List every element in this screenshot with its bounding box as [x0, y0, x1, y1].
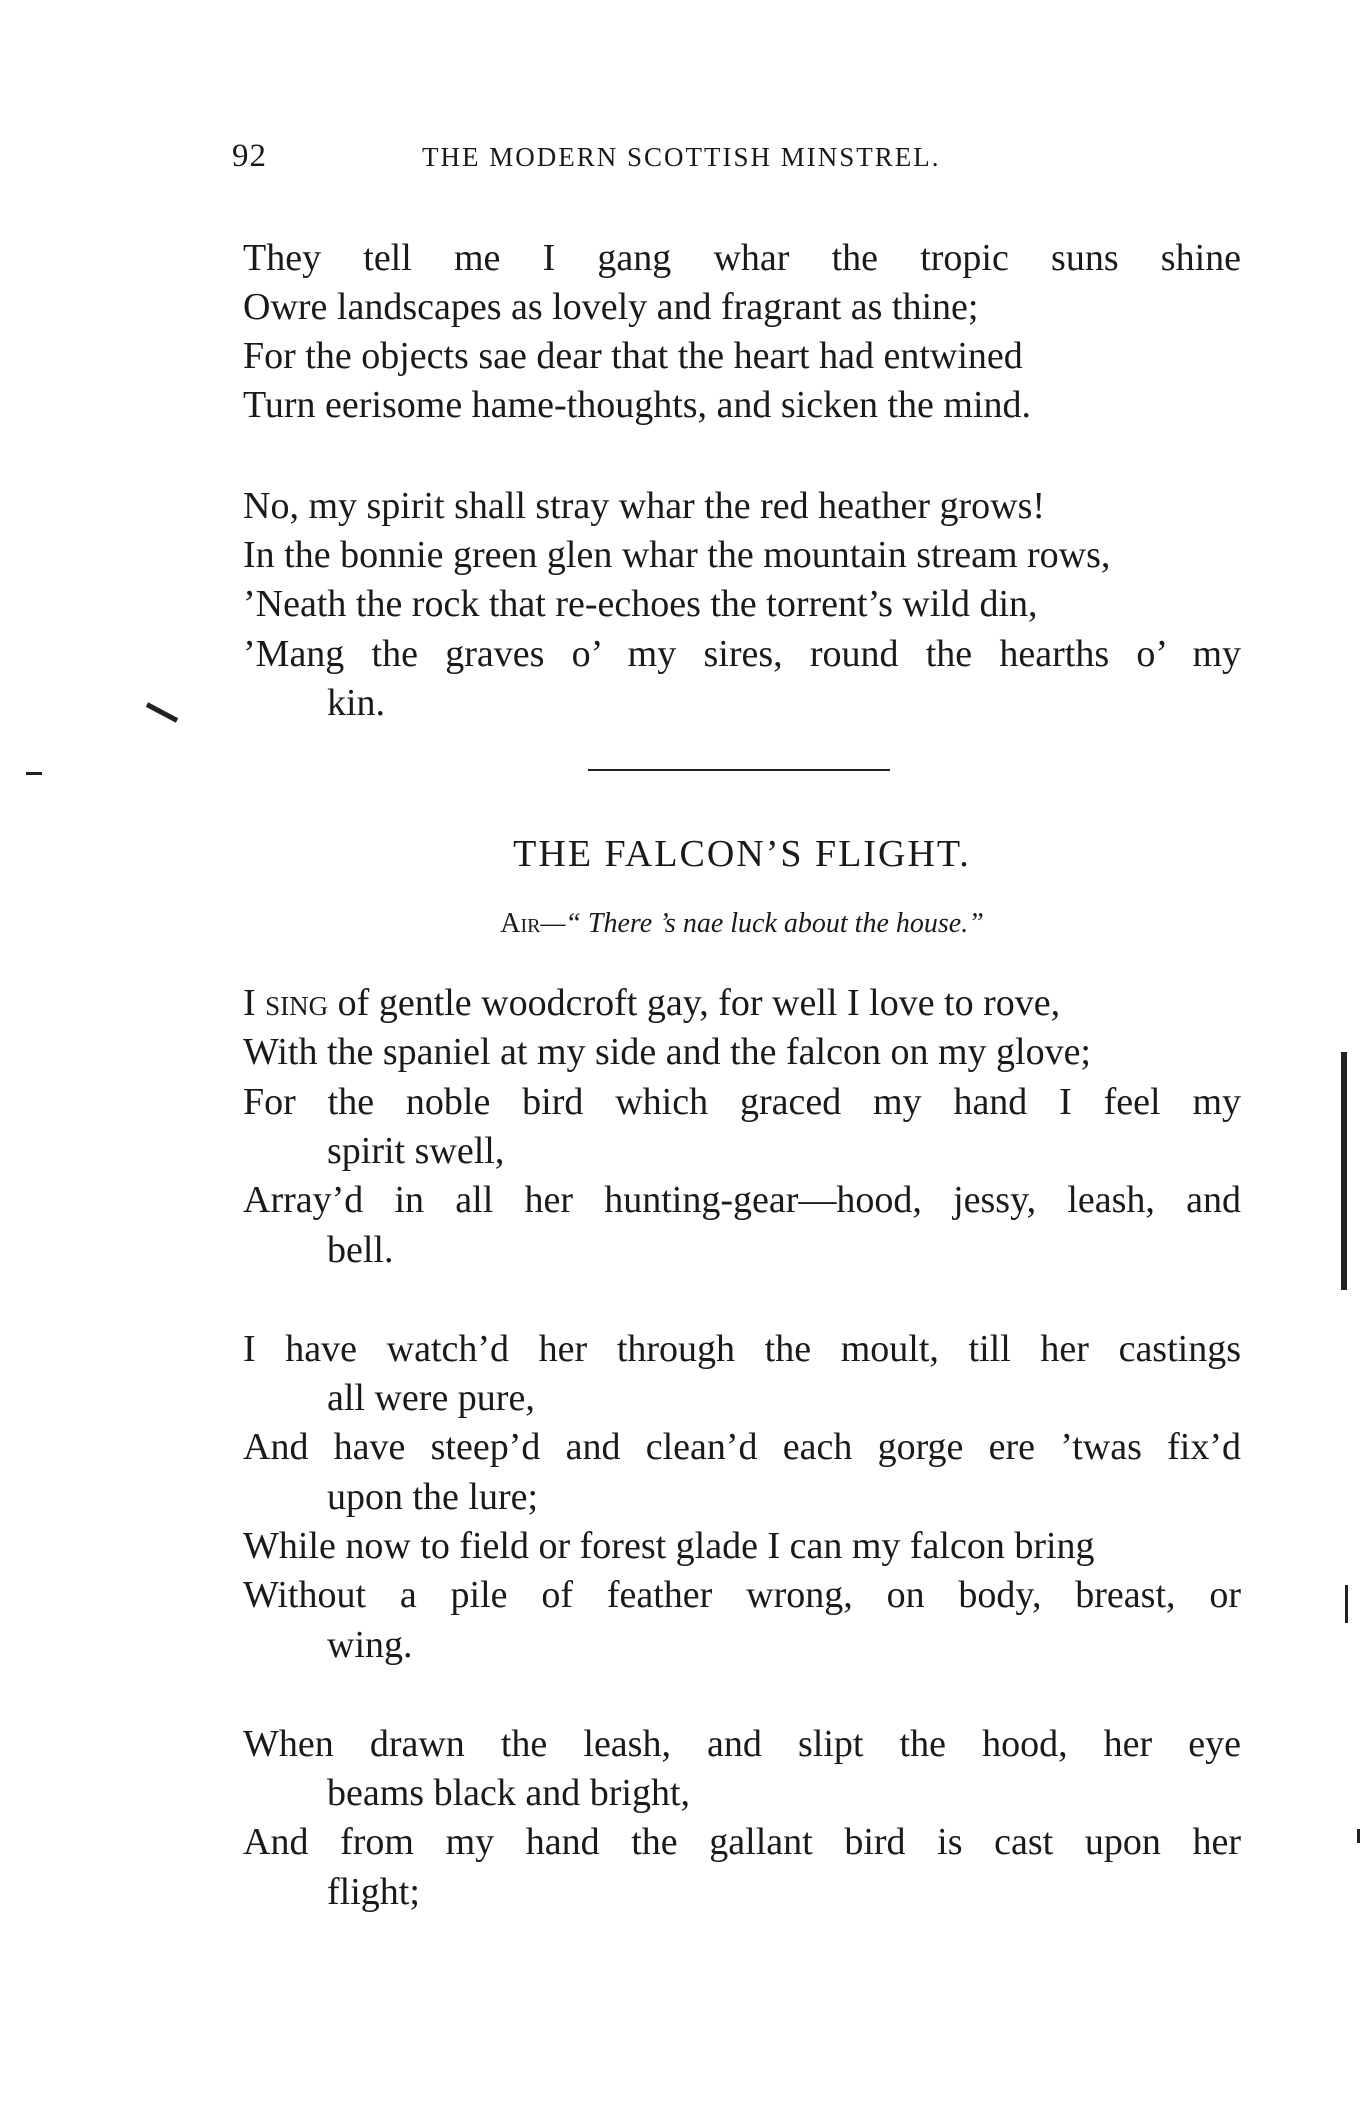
verse-line: [243, 979, 1241, 1027]
verse-line: When drawn the leash, and slipt the hood, her eye: [243, 1723, 1241, 1765]
verse-line-continuation: bell.: [327, 1229, 394, 1271]
scan-edge-mark: [1345, 1585, 1348, 1623]
verse-line: Without a pile of feather wrong, on body, breast, or: [243, 1574, 1241, 1616]
verse-line: They tell me I gang whar the tropic suns shine: [243, 237, 1241, 279]
verse-line-continuation: spirit swell,: [327, 1130, 505, 1172]
verse-line: Turn eerisome hame-thoughts, and sicken the mind.: [243, 384, 1032, 426]
verse-line: I have watch’d her through the moult, till her castings: [243, 1328, 1241, 1370]
verse-line-continuation: wing.: [327, 1624, 413, 1666]
verse-line: With the spaniel at my side and the falcon on my glove;: [243, 1031, 1091, 1073]
scan-mark: [146, 702, 178, 722]
verse-line: Owre landscapes as lovely and fragrant as thine;: [243, 286, 979, 328]
verse-line: And have steep’d and clean’d each gorge ere ’twas fix’d: [243, 1426, 1241, 1468]
verse-line: Array’d in all her hunting-gear—hood, jessy, leash, and: [243, 1179, 1241, 1221]
poem-title: THE FALCON’S FLIGHT.: [513, 833, 971, 875]
air-tune: —“ There ’s nae luck about the house.”: [540, 908, 984, 939]
verse-line-continuation: kin.: [327, 682, 386, 724]
verse-line: For the noble bird which graced my hand I feel my: [243, 1081, 1241, 1123]
verse-line-text: of gentle woodcroft gay, for well I love to rove,: [337, 982, 1061, 1024]
scan-edge-mark: [1357, 1829, 1360, 1843]
section-divider: [588, 769, 890, 771]
verse-line: For the objects sae dear that the heart had entwined: [243, 335, 1023, 377]
verse-line-continuation: flight;: [327, 1871, 420, 1913]
running-title: THE MODERN SCOTTISH MINSTREL.: [422, 142, 941, 172]
page-header: [232, 138, 1062, 178]
verse-line: ’Neath the rock that re-echoes the torrent’s wild din,: [243, 583, 1038, 625]
scan-mark: [26, 772, 42, 775]
page-number: 92: [232, 138, 267, 174]
verse-line-continuation: upon the lure;: [327, 1476, 539, 1518]
verse-line: And from my hand the gallant bird is cast upon her: [243, 1821, 1241, 1863]
verse-line-continuation: beams black and bright,: [327, 1772, 691, 1814]
air-label: Air: [500, 908, 541, 939]
scan-edge-mark: [1341, 1052, 1347, 1290]
verse-line: ’Mang the graves o’ my sires, round the hearths o’ my: [243, 633, 1241, 675]
verse-line-continuation: all were pure,: [327, 1377, 535, 1419]
verse-line: While now to field or forest glade I can my falcon bring: [243, 1525, 1095, 1567]
verse-line: In the bonnie green glen whar the mountain stream rows,: [243, 534, 1111, 576]
verse-line: No, my spirit shall stray whar the red heather grows!: [243, 485, 1046, 527]
poem-air: [243, 908, 1241, 940]
opening-small-caps: I sing: [243, 982, 329, 1024]
